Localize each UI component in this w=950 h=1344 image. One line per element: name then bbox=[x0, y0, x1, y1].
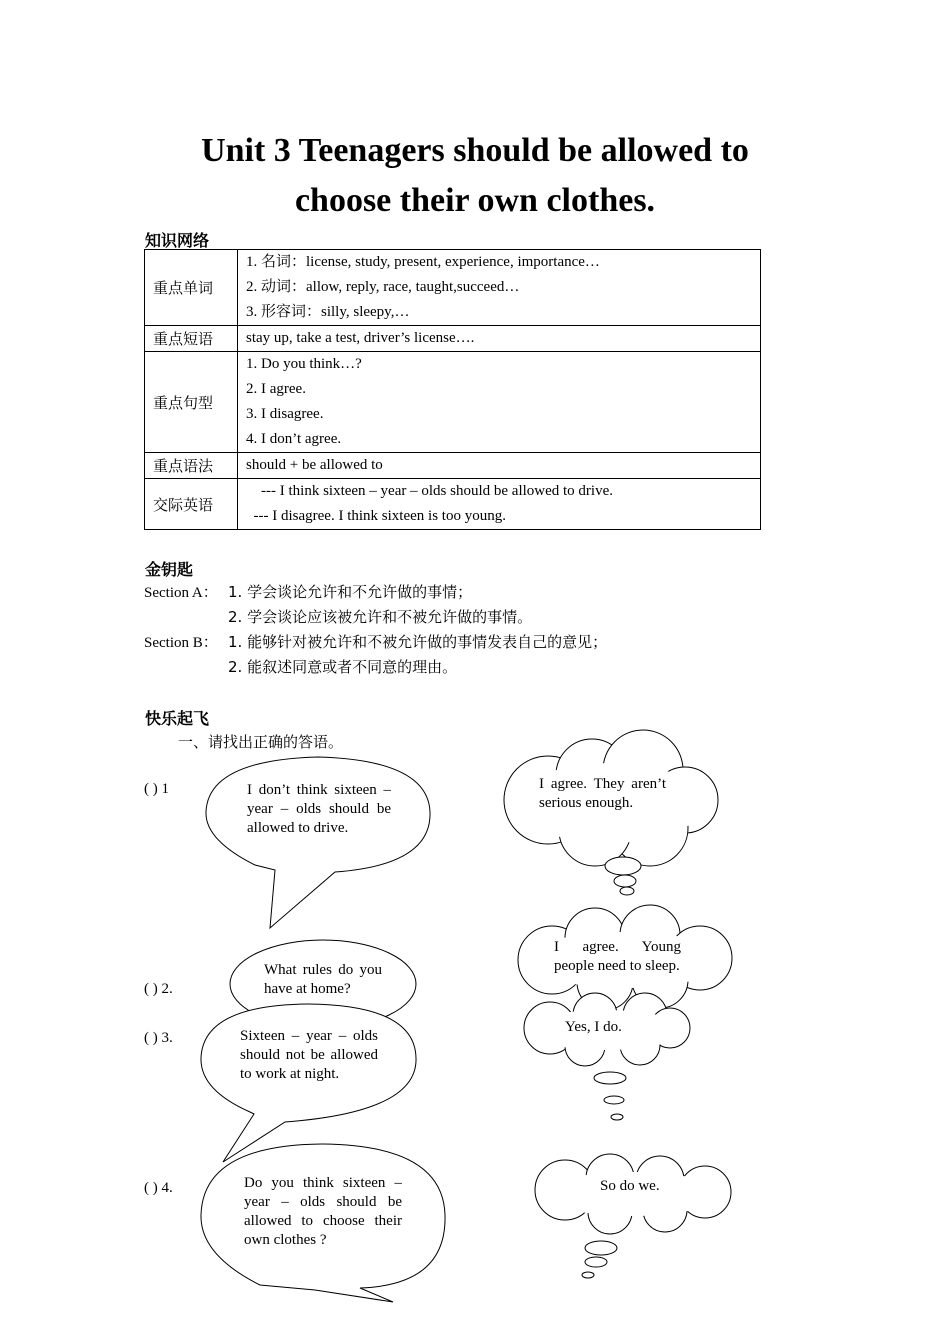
row-label: 重点句型 bbox=[145, 352, 238, 453]
answer-option-1: I agree. They aren’t serious enough. bbox=[539, 776, 666, 811]
fly-heading: 快乐起飞 bbox=[145, 709, 210, 728]
row-line: 2. I agree. bbox=[246, 381, 306, 397]
row-label: 重点语法 bbox=[145, 453, 238, 479]
answer-blank-2[interactable]: ( ) 2. bbox=[144, 981, 173, 997]
exercise-instruction: 一、请找出正确的答语。 bbox=[178, 733, 344, 751]
answer-option-4: So do we. bbox=[600, 1178, 660, 1194]
section-a-goal-1: 1. 学会谈论允许和不允许做的事情； bbox=[228, 583, 473, 601]
thought-cloud-3 bbox=[524, 993, 690, 1120]
question-4-text: Do you think sixteen – year – olds should be allowed to choose their own clothes ? bbox=[244, 1175, 402, 1248]
row-line: 2. 动词：allow, reply, race, taught,succeed… bbox=[246, 279, 520, 295]
answer-option-3: Yes, I do. bbox=[565, 1019, 622, 1035]
section-b-goal-2: 2. 能叙述同意或者不同意的理由。 bbox=[228, 658, 458, 676]
question-2-text: What rules do you have at home? bbox=[264, 962, 382, 997]
keys-heading: 金钥匙 bbox=[145, 560, 194, 579]
unit-title-line-2: choose their own clothes. bbox=[294, 182, 656, 219]
row-label: 重点短语 bbox=[145, 326, 238, 352]
section-a-label: Section A： bbox=[144, 585, 218, 601]
answer-blank-4[interactable]: ( ) 4. bbox=[144, 1180, 173, 1196]
question-1-text: I don’t think sixteen – year – olds should be allowed to drive. bbox=[247, 782, 391, 836]
row-line: stay up, take a test, driver’s license…. bbox=[246, 330, 475, 346]
row-line: --- I think sixteen – year – olds should be allowed to drive. bbox=[246, 483, 614, 499]
section-b-goal-1: 1. 能够针对被允许和不被允许做的事情发表自己的意见； bbox=[228, 633, 608, 651]
unit-title-line-1: Unit 3 Teenagers should be allowed to bbox=[201, 132, 749, 169]
row-line: should + be allowed to bbox=[246, 457, 383, 473]
row-line: --- I disagree. I think sixteen is too young. bbox=[246, 508, 506, 524]
row-line: 3. I disagree. bbox=[246, 406, 324, 422]
row-line: 1. Do you think…? bbox=[246, 356, 362, 372]
answer-option-2: I agree. Young people need to sleep. bbox=[554, 939, 681, 974]
row-label: 交际英语 bbox=[145, 479, 238, 530]
thought-cloud-4 bbox=[535, 1154, 731, 1278]
section-a-goal-2: 2. 学会谈论应该被允许和不被允许做的事情。 bbox=[228, 608, 533, 626]
section-b-label: Section B： bbox=[144, 635, 218, 651]
row-line: 3. 形容词：silly, sleepy,… bbox=[246, 304, 410, 320]
row-label: 重点单词 bbox=[145, 250, 238, 326]
question-3-text: Sixteen – year – olds should not be allowed to work at night. bbox=[240, 1028, 378, 1082]
answer-blank-1[interactable]: ( ) 1 bbox=[144, 781, 169, 797]
knowledge-heading: 知识网络 bbox=[145, 231, 210, 250]
answer-blank-3[interactable]: ( ) 3. bbox=[144, 1030, 173, 1046]
row-line: 1. 名词：license, study, present, experience, importance… bbox=[246, 254, 600, 270]
row-line: 4. I don’t agree. bbox=[246, 431, 342, 447]
